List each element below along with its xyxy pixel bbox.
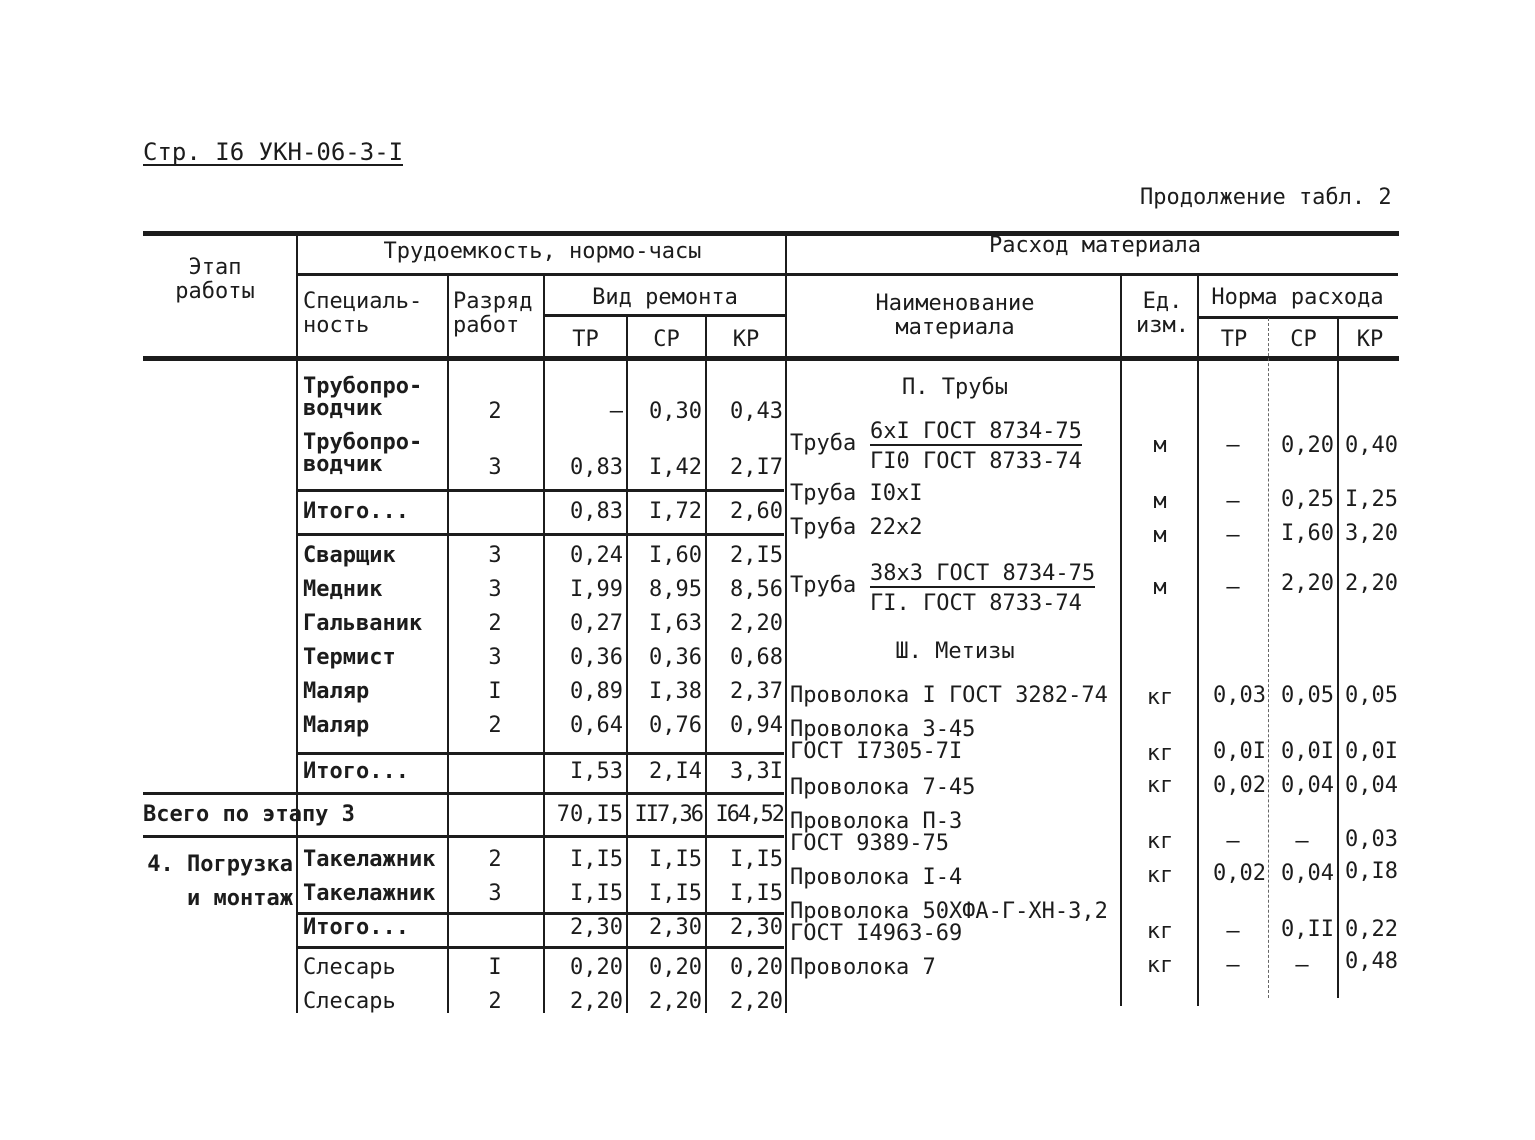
labor-row-grade: I bbox=[488, 955, 502, 980]
labor-row-tr: 0,20 bbox=[570, 955, 623, 980]
header-bottom-rule bbox=[143, 356, 1399, 361]
material-wire-1-tr: 0,03 bbox=[1213, 683, 1266, 708]
row-rule-e bbox=[143, 835, 784, 838]
material-wire-3: Проволока 7-45 bbox=[790, 775, 976, 800]
labor-row-kr: 2,37 bbox=[730, 679, 783, 704]
material-wire-3-sr: 0,04 bbox=[1281, 773, 1334, 798]
labor-row-sr: I,I5 bbox=[649, 847, 702, 872]
material-pipe-1-numerator: 6хI ГОСТ 8734-75 bbox=[870, 419, 1082, 444]
material-wire-5: Проволока I-4 bbox=[790, 865, 963, 890]
header-tr: ТР bbox=[572, 327, 599, 352]
material-wire-4-sr: – bbox=[1295, 829, 1309, 854]
labor-row-kr: 2,20 bbox=[730, 611, 783, 636]
labor-row-tr: – bbox=[609, 399, 623, 424]
labor-row-specialty: Трубопро- водчик bbox=[303, 374, 423, 421]
material-wire-2-tr: 0,0I bbox=[1213, 739, 1266, 764]
material-wire-2-unit: кг bbox=[1146, 741, 1174, 766]
material-wire-6-sr: 0,II bbox=[1281, 917, 1334, 942]
material-pipe-3-tr: – bbox=[1226, 523, 1240, 548]
material-pipe-3-kr: 3,20 bbox=[1345, 521, 1398, 546]
row-rule-g bbox=[298, 946, 784, 949]
material-wire-6-unit: кг bbox=[1146, 919, 1174, 944]
material-wire-4-unit: кг bbox=[1146, 829, 1174, 854]
labor-row-tr: 0,64 bbox=[570, 713, 623, 738]
material-pipe-4-sr: 2,20 bbox=[1281, 571, 1334, 596]
labor-row-grade: 3 bbox=[488, 543, 502, 568]
material-wire-6-kr: 0,22 bbox=[1345, 917, 1398, 942]
labor-row-tr: 0,27 bbox=[570, 611, 623, 636]
labor-row-tr: I,53 bbox=[570, 759, 623, 784]
header-norm-sr: СР bbox=[1290, 327, 1317, 352]
material-pipe-2: Труба I0хI bbox=[790, 481, 923, 506]
labor-row-specialty: Медник bbox=[303, 577, 383, 602]
labor-row-grade: 2 bbox=[488, 399, 502, 424]
material-wire-7: Проволока 7 bbox=[790, 955, 936, 980]
labor-row-specialty: Такелажник bbox=[303, 847, 436, 872]
material-pipe-1-label: Труба bbox=[790, 431, 857, 456]
material-pipe-2-kr: I,25 bbox=[1345, 487, 1398, 512]
header-norm: Норма расхода bbox=[1211, 285, 1384, 310]
section-pipes: П. Трубы bbox=[902, 375, 1008, 400]
row-rule-c bbox=[298, 752, 784, 755]
labor-row-tr: I,I5 bbox=[570, 847, 623, 872]
labor-row-tr: 70,I5 bbox=[556, 802, 623, 827]
labor-row-kr: 0,68 bbox=[730, 645, 783, 670]
labor-row-tr: 2,30 bbox=[570, 915, 623, 940]
labor-row-grade: 2 bbox=[488, 611, 502, 636]
material-wire-1-kr: 0,05 bbox=[1345, 683, 1398, 708]
material-wire-3-kr: 0,04 bbox=[1345, 773, 1398, 798]
labor-row-specialty: Сварщик bbox=[303, 543, 396, 568]
labor-row-sr: I,38 bbox=[649, 679, 702, 704]
row-rule-b bbox=[298, 533, 784, 536]
labor-row-sr: 8,95 bbox=[649, 577, 702, 602]
material-pipe-3: Труба 22х2 bbox=[790, 515, 923, 540]
material-pipe-3-unit: м bbox=[1153, 523, 1167, 548]
header-sr: СР bbox=[653, 327, 680, 352]
stage-4-label: 4. Погрузка и монтаж bbox=[147, 852, 293, 911]
material-wire-5-sr: 0,04 bbox=[1281, 861, 1334, 886]
labor-row-sr: 0,36 bbox=[649, 645, 702, 670]
labor-row-tr: I,I5 bbox=[570, 881, 623, 906]
labor-row-sr: 2,I4 bbox=[649, 759, 702, 784]
material-wire-2-line2: ГОСТ I7305-7I bbox=[790, 739, 963, 764]
material-wire-7-tr: – bbox=[1226, 953, 1240, 978]
labor-row-sr: 2,20 bbox=[649, 989, 702, 1014]
header-norm-tr: ТР bbox=[1220, 327, 1248, 352]
header-rule-3 bbox=[1198, 316, 1398, 319]
labor-row-grade: 3 bbox=[488, 577, 502, 602]
header-rule-1 bbox=[298, 273, 1398, 276]
labor-row-tr: I,99 bbox=[570, 577, 623, 602]
material-wire-6-line2: ГОСТ I4963-69 bbox=[790, 921, 963, 946]
col-line-unit bbox=[1197, 276, 1199, 1006]
material-pipe-4-numerator: 38х3 ГОСТ 8734-75 bbox=[870, 561, 1096, 586]
material-pipe-1-tr: – bbox=[1226, 433, 1240, 458]
material-pipe-1-kr: 0,40 bbox=[1345, 433, 1398, 458]
labor-row-kr: 2,I7 bbox=[730, 455, 783, 480]
labor-row-grade: 2 bbox=[488, 713, 502, 738]
col-line-ntr bbox=[1268, 318, 1269, 998]
labor-row-sr: I,I5 bbox=[649, 881, 702, 906]
labor-row-specialty: Итого... bbox=[303, 915, 409, 940]
labor-row-tr: 0,89 bbox=[570, 679, 623, 704]
material-wire-2-line1: Проволока 3-45 bbox=[790, 717, 976, 742]
labor-row-grade: 2 bbox=[488, 989, 502, 1014]
labor-row-specialty: Маляр bbox=[303, 713, 370, 738]
material-wire-5-unit: кг bbox=[1146, 863, 1174, 888]
labor-row-sr: 0,30 bbox=[649, 399, 702, 424]
col-line-labor-end bbox=[785, 233, 787, 1013]
labor-row-specialty: Такелажник bbox=[303, 881, 436, 906]
col-line-stage bbox=[296, 233, 298, 1013]
material-pipe-2-sr: 0,25 bbox=[1281, 487, 1334, 512]
labor-row-grade: 3 bbox=[488, 645, 502, 670]
material-wire-1: Проволока I ГОСТ 3282-74 bbox=[790, 683, 1108, 708]
header-kr: КР bbox=[732, 327, 760, 352]
labor-row-kr: 8,56 bbox=[730, 577, 783, 602]
labor-row-kr: 0,20 bbox=[730, 955, 783, 980]
labor-row-specialty: Слесарь bbox=[303, 989, 396, 1014]
labor-row-kr: 2,I5 bbox=[730, 543, 783, 568]
labor-row-kr: 2,30 bbox=[730, 915, 783, 940]
material-pipe-4-tr: – bbox=[1226, 575, 1240, 600]
material-wire-7-kr: 0,48 bbox=[1345, 949, 1398, 974]
row-rule-d bbox=[143, 792, 784, 795]
labor-row-tr: 0,36 bbox=[570, 645, 623, 670]
labor-row-tr: 2,20 bbox=[570, 989, 623, 1014]
header-grade: Разряд работ bbox=[453, 289, 533, 338]
labor-row-sr: 0,76 bbox=[649, 713, 702, 738]
labor-row-specialty: Термист bbox=[303, 645, 396, 670]
labor-row-sr: I,42 bbox=[649, 455, 702, 480]
material-wire-4-line1: Проволока П-3 bbox=[790, 809, 963, 834]
header-material-name: Наименование материала bbox=[875, 291, 1035, 340]
material-pipe-1-denominator: ГI0 ГОСТ 8733-74 bbox=[870, 449, 1082, 474]
section-hardware: Ш. Метизы bbox=[895, 639, 1015, 664]
labor-row-specialty: Итого... bbox=[303, 499, 409, 524]
material-wire-4-tr: – bbox=[1226, 829, 1240, 854]
labor-row-sr: I,63 bbox=[649, 611, 702, 636]
header-labor: Трудоемкость, нормо-часы bbox=[383, 239, 702, 264]
header-stage: Этап работы bbox=[175, 255, 255, 304]
labor-row-kr: I64,52 bbox=[715, 802, 783, 827]
material-pipe-3-sr: I,60 bbox=[1281, 521, 1334, 546]
material-pipe-2-tr: – bbox=[1226, 489, 1240, 514]
material-pipe-1-sr: 0,20 bbox=[1281, 433, 1334, 458]
material-wire-5-tr: 0,02 bbox=[1213, 861, 1266, 886]
col-line-matname bbox=[1120, 276, 1122, 1006]
labor-row-sr: I,60 bbox=[649, 543, 702, 568]
labor-row-kr: 0,43 bbox=[730, 399, 783, 424]
material-wire-3-unit: кг bbox=[1146, 773, 1174, 798]
material-wire-4-line2: ГОСТ 9389-75 bbox=[790, 831, 949, 856]
material-wire-6-tr: – bbox=[1226, 919, 1240, 944]
header-rule-2 bbox=[545, 314, 785, 317]
row-rule-a bbox=[298, 489, 784, 492]
labor-row-sr: I,72 bbox=[649, 499, 702, 524]
header-unit: Ед. изм. bbox=[1136, 289, 1189, 338]
labor-row-specialty: Слесарь bbox=[303, 955, 396, 980]
labor-row-grade: 2 bbox=[488, 847, 502, 872]
material-pipe-1-unit: м bbox=[1153, 433, 1167, 458]
material-wire-2-sr: 0,0I bbox=[1281, 739, 1334, 764]
labor-row-specialty: Трубопро- водчик bbox=[303, 430, 423, 477]
continuation-label: Продолжение табл. 2 bbox=[1140, 185, 1392, 210]
material-pipe-4-unit: м bbox=[1153, 575, 1167, 600]
labor-row-kr: I,I5 bbox=[730, 847, 783, 872]
material-wire-3-tr: 0,02 bbox=[1213, 773, 1266, 798]
labor-row-sr: 2,30 bbox=[649, 915, 702, 940]
material-wire-6-line1: Проволока 50ХФА-Г-ХН-3,2 bbox=[790, 899, 1108, 924]
material-wire-7-unit: кг bbox=[1146, 953, 1174, 978]
stage-3-total-label: Всего по этапу 3 bbox=[143, 802, 355, 827]
labor-row-kr: I,I5 bbox=[730, 881, 783, 906]
header-material: Расход материала bbox=[989, 233, 1201, 258]
labor-row-grade: 3 bbox=[488, 881, 502, 906]
labor-row-tr: 0,24 bbox=[570, 543, 623, 568]
material-wire-7-sr: – bbox=[1295, 953, 1309, 978]
labor-row-kr: 0,94 bbox=[730, 713, 783, 738]
labor-row-sr: II7,36 bbox=[634, 802, 702, 827]
labor-row-specialty: Итого... bbox=[303, 759, 409, 784]
labor-row-kr: 2,20 bbox=[730, 989, 783, 1014]
header-specialty: Специаль- ность bbox=[303, 289, 423, 338]
labor-row-tr: 0,83 bbox=[570, 455, 623, 480]
labor-row-specialty: Маляр bbox=[303, 679, 370, 704]
labor-row-specialty: Гальваник bbox=[303, 611, 423, 636]
material-pipe-4-denominator: ГI. ГОСТ 8733-74 bbox=[870, 591, 1082, 616]
material-wire-5-kr: 0,I8 bbox=[1345, 859, 1398, 884]
labor-row-tr: 0,83 bbox=[570, 499, 623, 524]
material-wire-2-kr: 0,0I bbox=[1345, 739, 1398, 764]
page-reference: Стр. I6 УКН-06-3-I bbox=[143, 138, 404, 166]
labor-row-grade: I bbox=[488, 679, 502, 704]
material-wire-1-sr: 0,05 bbox=[1281, 683, 1334, 708]
header-repair-type: Вид ремонта bbox=[592, 285, 738, 310]
labor-row-kr: 3,3I bbox=[730, 759, 783, 784]
material-pipe-2-unit: м bbox=[1153, 489, 1167, 514]
material-pipe-4-label: Труба bbox=[790, 573, 857, 598]
labor-row-kr: 2,60 bbox=[730, 499, 783, 524]
material-pipe-4-kr: 2,20 bbox=[1345, 571, 1398, 596]
material-wire-1-unit: кг bbox=[1146, 685, 1174, 710]
header-norm-kr: КР bbox=[1356, 327, 1384, 352]
material-wire-4-kr: 0,03 bbox=[1345, 827, 1398, 852]
col-line-nsr bbox=[1337, 318, 1339, 998]
labor-row-sr: 0,20 bbox=[649, 955, 702, 980]
labor-row-grade: 3 bbox=[488, 455, 502, 480]
